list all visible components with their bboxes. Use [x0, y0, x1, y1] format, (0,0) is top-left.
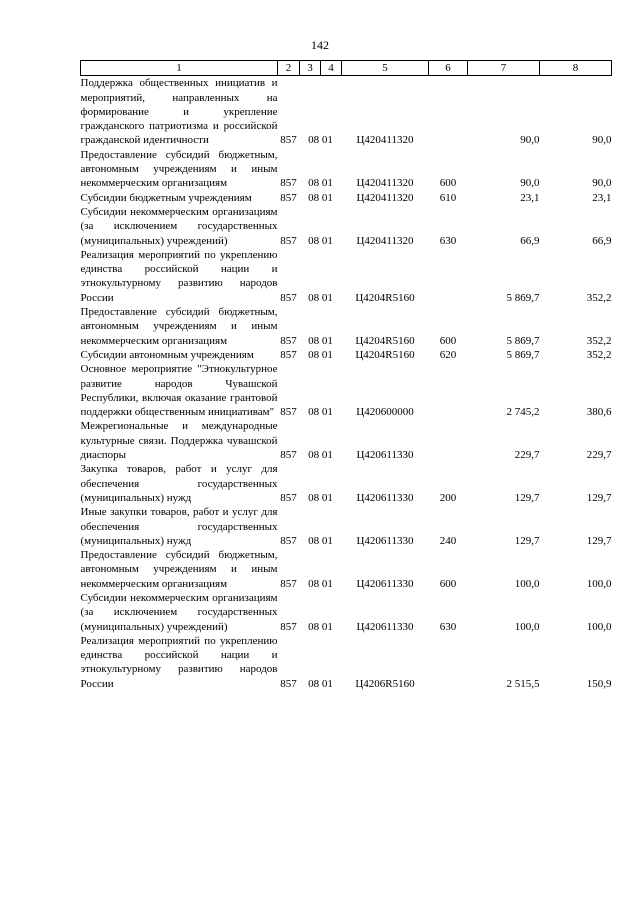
row-section: 08 01 [308, 348, 333, 361]
row-name: Поддержка общественных инициатив и мероприятий, направленных на формирование и укрепление гражданского патриотизма и российской гражданской идентичности [80, 77, 278, 147]
row-name: Субсидии автономным учреждениям [80, 348, 254, 361]
row-amount-7: 5 869,7 [506, 348, 540, 361]
row-expense-type: 630 [439, 620, 457, 633]
row-target-article: Ц420611330 [356, 620, 414, 633]
row-target-article: Ц4204R5160 [355, 348, 415, 361]
column-header: 5 [342, 61, 429, 76]
table-row [81, 191, 612, 205]
row-amount-8: 90,0 [592, 134, 612, 147]
row-amount-8: 352,2 [586, 334, 612, 347]
row-amount-7: 5 869,7 [506, 291, 540, 304]
row-name: Закупка товаров, работ и услуг для обеспечения государственных (муниципальных) нужд [80, 463, 278, 504]
table-row [81, 305, 612, 348]
table-row [81, 348, 612, 362]
row-target-article: Ц420611330 [356, 449, 414, 462]
row-code-2: 857 [280, 177, 297, 190]
table-row [81, 591, 612, 634]
row-amount-8: 129,7 [586, 491, 612, 504]
row-expense-type: 600 [439, 577, 457, 590]
row-name: Предоставление субсидий бюджетным, автономным учреждениям и иным некоммерческим организациям [80, 306, 278, 347]
row-amount-8: 90,0 [592, 177, 612, 190]
row-code-2: 857 [280, 406, 297, 419]
row-code-2: 857 [280, 449, 297, 462]
row-target-article: Ц4206R5160 [355, 677, 415, 690]
row-section: 08 01 [308, 534, 333, 547]
column-header: 2 [278, 61, 300, 76]
row-name: Иные закупки товаров, работ и услуг для обеспечения государственных (муниципальных) нужд [80, 506, 278, 547]
row-expense-type [429, 248, 468, 305]
row-expense-type: 200 [439, 491, 457, 504]
row-name: Основное мероприятие "Этнокультурное развитие народов Чувашской Республики, включая оказание грантовой поддержки общественным инициативам" [80, 363, 278, 419]
row-expense-type [429, 419, 468, 462]
row-amount-8: 352,2 [586, 291, 612, 304]
row-target-article: Ц420411320 [356, 191, 414, 204]
row-amount-7: 90,0 [520, 177, 540, 190]
row-amount-7: 129,7 [514, 534, 540, 547]
row-amount-7: 100,0 [514, 577, 540, 590]
row-expense-type: 600 [439, 177, 457, 190]
budget-table [80, 60, 612, 691]
column-header: 8 [540, 61, 612, 76]
row-amount-7: 229,7 [514, 449, 540, 462]
row-expense-type: 620 [439, 348, 457, 361]
row-code-2: 857 [280, 291, 297, 304]
row-code-2: 857 [280, 534, 297, 547]
column-header-row [81, 61, 612, 76]
row-name: Реализация мероприятий по укреплению единства российской нации и этнокультурному развитию народов России [80, 634, 278, 690]
row-name: Предоставление субсидий бюджетным, автономным учреждениям и иным некоммерческим организациям [80, 549, 278, 590]
table-row [81, 362, 612, 419]
row-amount-8: 23,1 [592, 191, 612, 204]
row-name: Субсидии некоммерческим организациям (за исключением государственных (муниципальных) учреждений) [80, 591, 278, 633]
row-section: 08 01 [308, 134, 333, 147]
row-section: 08 01 [308, 334, 333, 347]
row-amount-7: 66,9 [520, 234, 540, 247]
column-header: 6 [429, 61, 468, 76]
row-code-2: 857 [280, 234, 297, 247]
row-amount-7: 90,0 [520, 134, 540, 147]
row-expense-type [429, 362, 468, 419]
row-section: 08 01 [308, 449, 333, 462]
row-target-article: Ц420411320 [356, 177, 414, 190]
page-number: 142 [311, 38, 329, 52]
row-section: 08 01 [308, 291, 333, 304]
row-code-2: 857 [280, 134, 297, 147]
row-amount-8: 100,0 [586, 620, 612, 633]
row-section: 08 01 [308, 234, 333, 247]
row-code-2: 857 [280, 348, 297, 361]
row-amount-7: 23,1 [520, 191, 540, 204]
row-amount-8: 380,6 [586, 406, 612, 419]
row-target-article: Ц420611330 [356, 534, 414, 547]
column-header: 4 [321, 61, 342, 76]
row-name: Межрегиональные и международные культурные связи. Поддержка чувашской диаспоры [80, 420, 278, 462]
row-name: Субсидии некоммерческим организациям (за исключением государственных (муниципальных) учреждений) [80, 205, 278, 247]
row-amount-8: 150,9 [586, 677, 612, 690]
row-code-2: 857 [280, 191, 297, 204]
table-body [81, 76, 612, 691]
row-code-2: 857 [280, 334, 297, 347]
table-row [81, 76, 612, 148]
row-name: Реализация мероприятий по укреплению единства российской нации и этнокультурному развитию народов России [80, 248, 278, 304]
table-row [81, 248, 612, 305]
row-amount-7: 2 515,5 [506, 677, 540, 690]
column-header: 3 [300, 61, 321, 76]
row-section: 08 01 [308, 620, 333, 633]
row-expense-type: 600 [439, 334, 457, 347]
row-amount-8: 352,2 [586, 348, 612, 361]
row-section: 08 01 [308, 191, 333, 204]
row-amount-7: 5 869,7 [506, 334, 540, 347]
table-row [81, 462, 612, 505]
column-header: 7 [468, 61, 540, 76]
row-section: 08 01 [308, 406, 333, 419]
table-row [81, 634, 612, 691]
table-row [81, 205, 612, 248]
row-expense-type: 610 [439, 191, 457, 204]
row-amount-7: 2 745,2 [506, 406, 540, 419]
column-header: 1 [81, 61, 278, 76]
row-section: 08 01 [308, 177, 333, 190]
row-target-article: Ц420600000 [356, 406, 414, 419]
row-amount-7: 100,0 [514, 620, 540, 633]
row-expense-type: 240 [439, 534, 457, 547]
row-amount-7: 129,7 [514, 491, 540, 504]
row-target-article: Ц420411320 [356, 134, 414, 147]
row-amount-8: 229,7 [586, 449, 612, 462]
row-code-2: 857 [280, 620, 297, 633]
row-amount-8: 129,7 [586, 534, 612, 547]
row-code-2: 857 [280, 577, 297, 590]
row-section: 08 01 [308, 491, 333, 504]
row-code-2: 857 [280, 491, 297, 504]
row-amount-8: 100,0 [586, 577, 612, 590]
row-target-article: Ц420411320 [356, 234, 414, 247]
row-name: Предоставление субсидий бюджетным, автономным учреждениям и иным некоммерческим организациям [80, 148, 278, 190]
row-target-article: Ц420611330 [356, 577, 414, 590]
row-target-article: Ц4204R5160 [355, 334, 415, 347]
table-row [81, 419, 612, 462]
row-expense-type [429, 76, 468, 148]
table-row [81, 148, 612, 191]
row-expense-type: 630 [439, 234, 457, 247]
table-row [81, 505, 612, 548]
table-row [81, 548, 612, 591]
row-amount-8: 66,9 [592, 234, 612, 247]
row-target-article: Ц420611330 [356, 491, 414, 504]
row-code-2: 857 [280, 677, 297, 690]
row-target-article: Ц4204R5160 [355, 291, 415, 304]
row-expense-type [429, 634, 468, 691]
row-section: 08 01 [308, 677, 333, 690]
row-section: 08 01 [308, 577, 333, 590]
row-name: Субсидии бюджетным учреждениям [80, 191, 252, 204]
